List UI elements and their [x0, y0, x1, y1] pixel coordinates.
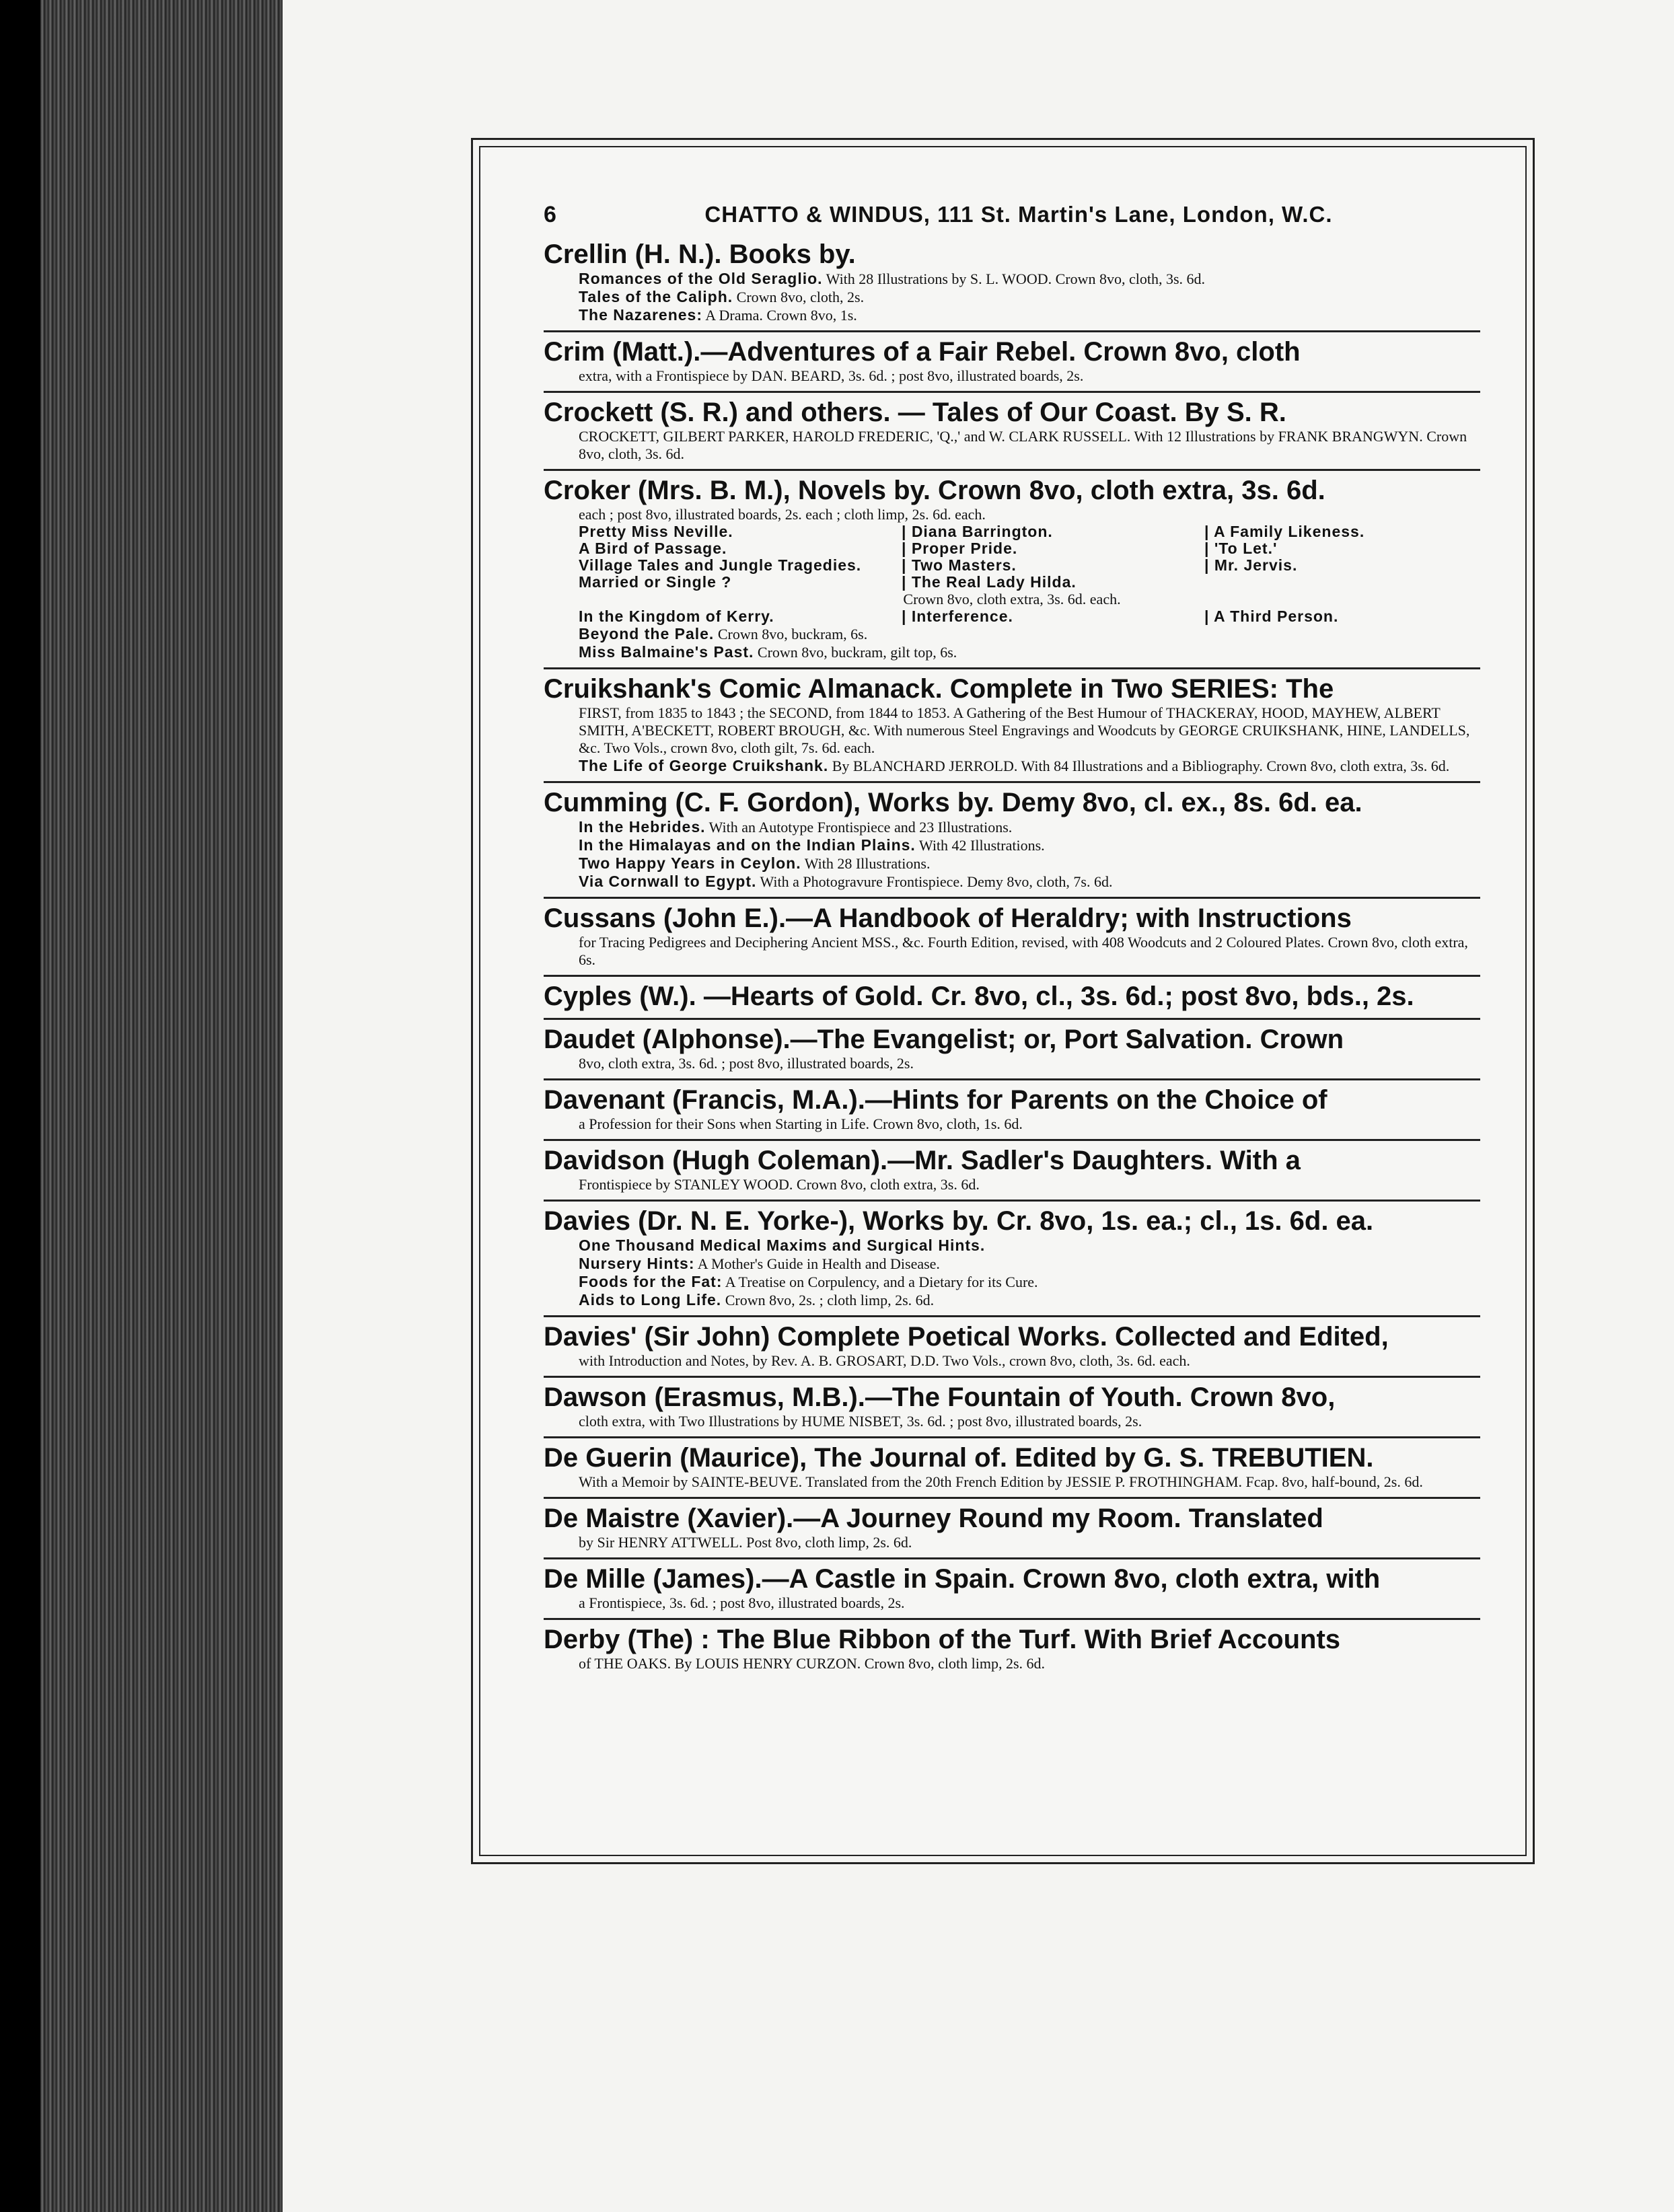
entry-author-title: Crellin (H. N.). Books by.: [544, 239, 856, 269]
entry-heading: [544, 1563, 1480, 1594]
entry-author-title: De Mille (James).—A Castle in Spain. Crown 8vo, cloth extra, with: [544, 1564, 1381, 1594]
book-title: Via Cornwall to Egypt.: [579, 873, 757, 890]
book-page-edges: [40, 0, 283, 2212]
column-title: | Proper Pride.: [902, 540, 1018, 557]
column-title: | A Third Person.: [1204, 607, 1339, 625]
book-item: Miss Balmaine's Past. Crown 8vo, buckram, gilt top, 6s.: [579, 643, 957, 661]
entry-heading: [544, 673, 1480, 704]
entry-heading: [544, 1145, 1480, 1176]
book-item: Romances of the Old Seraglio. With 28 Illustrations by S. L. WOOD. Crown 8vo, cloth, 3s. 6d.: [579, 270, 1206, 287]
entry-heading: [544, 336, 1480, 367]
entry-heading: [544, 1503, 1480, 1534]
catalogue-entry: [544, 1080, 1480, 1141]
column-title: In the Kingdom of Kerry.: [579, 607, 774, 625]
entry-author-title: Davenant (Francis, M.A.).—Hints for Parents on the Choice of: [544, 1085, 1327, 1115]
book-item: In the Hebrides. With an Autotype Frontispiece and 23 Illustrations.: [579, 818, 1013, 836]
entry-heading: [544, 1321, 1480, 1352]
entry-author-title: De Guerin (Maurice), The Journal of. Edited by G. S. TREBUTIEN.: [544, 1443, 1374, 1473]
column-title: | Mr. Jervis.: [1204, 556, 1298, 574]
book-item: The Nazarenes: A Drama. Crown 8vo, 1s.: [579, 306, 857, 324]
entry-description: extra, with a Frontispiece by DAN. BEARD, 3s. 6d. ; post 8vo, illustrated boards, 2s.: [579, 367, 1084, 384]
entry-author-title: Croker (Mrs. B. M.), Novels by. Crown 8vo, cloth extra, 3s. 6d.: [544, 476, 1325, 505]
catalogue-entry: [544, 899, 1480, 977]
catalogue-entry: [544, 783, 1480, 899]
column-title: | A Family Likeness.: [1204, 523, 1365, 540]
entry-heading: [544, 981, 1480, 1012]
catalogue-entry: [544, 1020, 1480, 1080]
entry-author-title: Davies' (Sir John) Complete Poetical Works. Collected and Edited,: [544, 1322, 1389, 1352]
book-title: Foods for the Fat:: [579, 1273, 723, 1290]
entry-description: CROCKETT, GILBERT PARKER, HAROLD FREDERIC, 'Q.,' and W. CLARK RUSSELL. With 12 Illustrations by FRANK BRANGWYN. Crown 8vo, cloth, 3s. 6d.: [579, 428, 1467, 462]
entry-description: of THE OAKS. By LOUIS HENRY CURZON. Crown 8vo, cloth limp, 2s. 6d.: [579, 1655, 1046, 1672]
catalogue-entry: [544, 1317, 1480, 1378]
entry-heading: [544, 475, 1480, 506]
book-title: Beyond the Pale.: [579, 625, 715, 642]
entry-author-title: Davies (Dr. N. E. Yorke-), Works by. Cr. 8vo, 1s. ea.; cl., 1s. 6d. ea.: [544, 1206, 1374, 1236]
entry-description: with Introduction and Notes, by Rev. A. B. GROSART, D.D. Two Vols., crown 8vo, cloth, 3s. 6d. each.: [579, 1352, 1190, 1369]
catalogue-entry: [544, 471, 1480, 669]
catalogue-entry: [544, 332, 1480, 393]
entry-heading: [544, 239, 1480, 270]
title-columns: [544, 608, 1480, 625]
entry-heading: [544, 397, 1480, 428]
catalogue-entry: [544, 1141, 1480, 1202]
entry-author-title: Crockett (S. R.) and others. — Tales of Our Coast. By S. R.: [544, 398, 1286, 427]
entry-heading: [544, 1084, 1480, 1115]
column-title: | 'To Let.': [1204, 540, 1278, 557]
column-title: Married or Single ?: [579, 573, 732, 591]
entry-description: 8vo, cloth extra, 3s. 6d. ; post 8vo, illustrated boards, 2s.: [579, 1055, 914, 1072]
book-item: In the Himalayas and on the Indian Plains. With 42 Illustrations.: [579, 836, 1045, 854]
book-title: Two Happy Years in Ceylon.: [579, 854, 801, 872]
book-item: Two Happy Years in Ceylon. With 28 Illustrations.: [579, 854, 931, 872]
book-item: The Life of George Cruikshank. By BLANCHARD JERROLD. With 84 Illustrations and a Bibliography. Crown 8vo, cloth extra, 3s. 6d.: [579, 757, 1450, 774]
entry-heading: [544, 787, 1480, 818]
catalogue-entry: [544, 669, 1480, 783]
entry-author-title: Daudet (Alphonse).—The Evangelist; or, Port Salvation. Crown: [544, 1025, 1344, 1054]
book-item: Foods for the Fat: A Treatise on Corpulency, and a Dietary for its Cure.: [579, 1273, 1038, 1290]
entry-heading: [544, 1624, 1480, 1655]
book-item: [544, 1237, 1480, 1255]
column-title: A Bird of Passage.: [579, 540, 727, 557]
catalogue-entry: [544, 1559, 1480, 1620]
catalogue-entry: [544, 977, 1480, 1020]
book-title: In the Himalayas and on the Indian Plains.: [579, 836, 916, 854]
book-item: Via Cornwall to Egypt. With a Photogravure Frontispiece. Demy 8vo, cloth, 7s. 6d.: [579, 873, 1113, 890]
column-title: Village Tales and Jungle Tragedies.: [579, 556, 862, 574]
entry-note: Crown 8vo, cloth extra, 3s. 6d. each.: [903, 591, 1121, 607]
running-head: [544, 202, 1480, 228]
entry-author-title: Cumming (C. F. Gordon), Works by. Demy 8vo, cl. ex., 8s. 6d. ea.: [544, 788, 1362, 817]
entry-author-title: De Maistre (Xavier).—A Journey Round my Room. Translated: [544, 1504, 1323, 1533]
column-title: | Interference.: [902, 607, 1013, 625]
entry-heading: [544, 1382, 1480, 1413]
entry-author-title: Cyples (W.). —Hearts of Gold. Cr. 8vo, cl., 3s. 6d.; post 8vo, bds., 2s.: [544, 982, 1414, 1011]
entry-author-title: Derby (The) : The Blue Ribbon of the Turf. With Brief Accounts: [544, 1625, 1341, 1654]
column-title: | Two Masters.: [902, 556, 1017, 574]
catalogue-content: [544, 202, 1480, 1679]
book-title: Tales of the Caliph.: [579, 288, 733, 305]
entry-heading: [544, 1024, 1480, 1055]
entry-author-title: Dawson (Erasmus, M.B.).—The Fountain of Youth. Crown 8vo,: [544, 1382, 1336, 1412]
entry-author-title: Cussans (John E.).—A Handbook of Heraldry; with Instructions: [544, 904, 1352, 933]
entry-heading: [544, 1442, 1480, 1473]
book-title: Nursery Hints:: [579, 1255, 695, 1272]
book-title: Romances of the Old Seraglio.: [579, 270, 823, 287]
entry-list: [544, 235, 1480, 1679]
catalogue-entry: [544, 1202, 1480, 1317]
book-title: In the Hebrides.: [579, 818, 706, 836]
entry-description: With a Memoir by SAINTE-BEUVE. Translated from the 20th French Edition by JESSIE P. FROTHINGHAM. Fcap. 8vo, half-bound, 2s. 6d.: [579, 1473, 1423, 1490]
catalogue-entry: [544, 1499, 1480, 1559]
entry-heading: [544, 1206, 1480, 1237]
entry-description: Frontispiece by STANLEY WOOD. Crown 8vo, cloth extra, 3s. 6d.: [579, 1176, 980, 1193]
book-title: The Nazarenes:: [579, 306, 703, 324]
catalogue-entry: [544, 235, 1480, 332]
entry-description: a Frontispiece, 3s. 6d. ; post 8vo, illustrated boards, 2s.: [579, 1594, 905, 1611]
entry-description: a Profession for their Sons when Starting in Life. Crown 8vo, cloth, 1s. 6d.: [579, 1115, 1023, 1132]
book-title: One Thousand Medical Maxims and Surgical Hints.: [579, 1237, 986, 1254]
column-title: Pretty Miss Neville.: [579, 523, 733, 540]
catalogue-entry: [544, 1620, 1480, 1679]
publisher-line: CHATTO & WINDUS, 111 St. Martin's Lane, London, W.C.: [704, 202, 1333, 227]
entry-description: cloth extra, with Two Illustrations by HUME NISBET, 3s. 6d. ; post 8vo, illustrated boards, 2s.: [579, 1413, 1142, 1430]
page-number: 6: [544, 202, 557, 227]
book-item: Tales of the Caliph. Crown 8vo, cloth, 2s.: [579, 288, 865, 305]
entry-author-title: Davidson (Hugh Coleman).—Mr. Sadler's Daughters. With a: [544, 1146, 1301, 1175]
catalogue-entry: [544, 1378, 1480, 1438]
column-title: [1204, 574, 1487, 591]
book-item: Nursery Hints: A Mother's Guide in Health and Disease.: [579, 1255, 940, 1272]
book-item: Aids to Long Life. Crown 8vo, 2s. ; cloth limp, 2s. 6d.: [579, 1291, 935, 1308]
book-item: Beyond the Pale. Crown 8vo, buckram, 6s.: [579, 625, 868, 642]
entry-description: FIRST, from 1835 to 1843 ; the SECOND, from 1844 to 1853. A Gathering of the Best Humour of THACKERAY, HOOD, MAYHEW, ALBERT SMITH, A'BECKETT, ROBERT BROUGH, &c. With numerous Steel Engravings and Woodcuts by GEORGE CRUIKSHANK, HINE, LANDELLS, &c. Two Vols., crown 8vo, cloth gilt, 7s. 6d. each.: [579, 704, 1470, 756]
entry-description: by Sir HENRY ATTWELL. Post 8vo, cloth limp, 2s. 6d.: [579, 1534, 912, 1551]
entry-author-title: Crim (Matt.).—Adventures of a Fair Rebel. Crown 8vo, cloth: [544, 337, 1301, 367]
book-title: Miss Balmaine's Past.: [579, 643, 754, 661]
entry-heading: [544, 903, 1480, 934]
column-title: | Diana Barrington.: [902, 523, 1053, 540]
entry-author-title: Cruikshank's Comic Almanack. Complete in Two SERIES: The: [544, 674, 1334, 704]
column-title: | The Real Lady Hilda.: [902, 573, 1077, 591]
catalogue-entry: [544, 393, 1480, 471]
entry-description: for Tracing Pedigrees and Deciphering Ancient MSS., &c. Fourth Edition, revised, with 408 Woodcuts and 2 Coloured Plates. Crown 8vo, cloth extra, 6s.: [579, 934, 1468, 968]
entry-description: each ; post 8vo, illustrated boards, 2s. each ; cloth limp, 2s. 6d. each.: [579, 506, 986, 523]
book-title: Aids to Long Life.: [579, 1291, 722, 1308]
catalogue-entry: [544, 1438, 1480, 1499]
book-title: The Life of George Cruikshank.: [579, 757, 829, 774]
title-columns: [544, 523, 1480, 591]
